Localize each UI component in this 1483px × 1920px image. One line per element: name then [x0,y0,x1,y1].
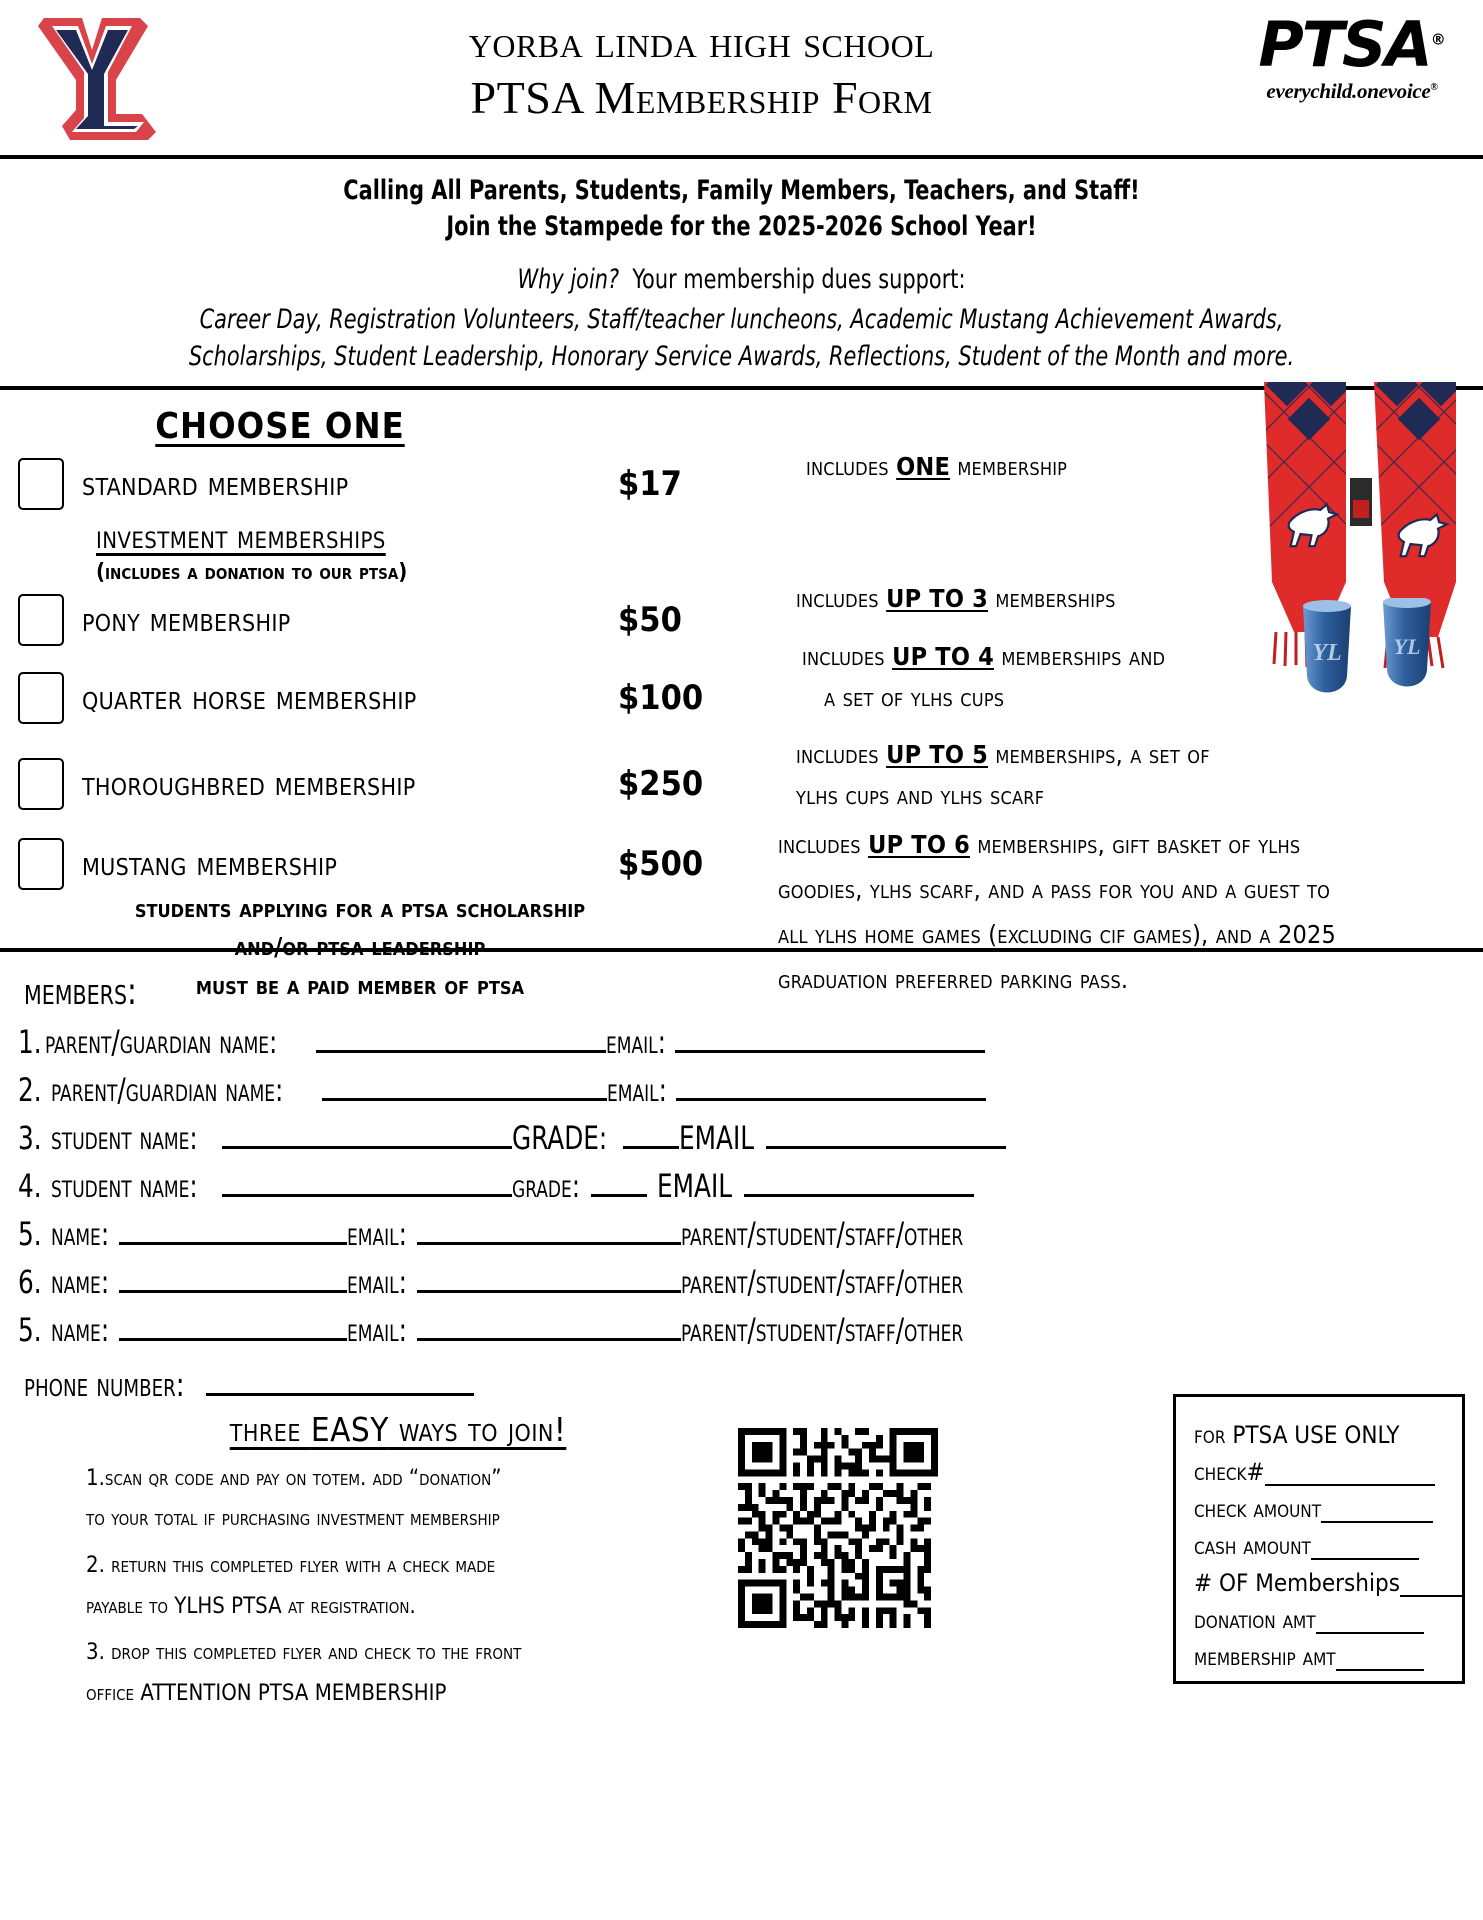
investment-memberships-heading: investment memberships [96,519,386,556]
member-row-6-number: 6. [18,1262,42,1301]
number-of-memberships-field[interactable]: # OF Memberships [1194,1569,1462,1597]
membership-options-section [0,390,1483,1001]
benefit-thoroughbred: includes UP TO 5 memberships, a set of ylhs cups and ylhs scarf [796,734,1210,817]
member-row-4-label: student name: [51,1166,199,1205]
member-row-4[interactable] [18,1167,1465,1205]
tier-price-standard: $17 [618,463,682,504]
join-method-3 [58,1633,738,1714]
member-row-2-label: parent/guardian name: [51,1070,284,1109]
investment-memberships-note: (includes a donation to our ptsa) [96,559,408,585]
scholarship-note-line-2: and/or ptsa leadership [234,932,486,962]
members-section [0,952,1483,1404]
cash-amount-field[interactable]: cash amount [1194,1532,1462,1560]
form-title: PTSA Membership Form [470,72,933,124]
member-row-3[interactable] [18,1119,1465,1157]
member-row-2-name-input[interactable] [322,1073,607,1101]
member-row-3-number: 3. [18,1118,42,1157]
member-row-2-email-label: email: [606,1070,667,1109]
check-amount-field[interactable]: check amount [1194,1495,1462,1523]
member-row-5-name-input[interactable] [119,1217,347,1245]
qr-code-wrapper[interactable] [738,1410,958,1721]
donation-amount-field[interactable]: donation amt [1194,1606,1462,1634]
member-row-3-grade-label: GRADE: [512,1118,608,1157]
member-row-7-role-label: parent/student/staff/other [680,1310,963,1349]
choose-one-heading: CHOOSE ONE [155,405,405,447]
member-row-4-number: 4. [18,1166,42,1205]
benefit-mustang: includes UP TO 6 memberships, gift basket of ylhs goodies, ylhs scarf, and a pass for you and a guest to all ylhs home games (excluding cif games), and a 2025 graduation preferred parking pass. [778,822,1336,1002]
tier-label-mustang: mustang membership [82,844,338,884]
tier-row-standard[interactable] [18,458,738,510]
member-row-3-name-input[interactable] [222,1121,512,1149]
membership-amount-field[interactable]: membership amt [1194,1643,1462,1671]
benefit-mustang-line-2: goodies, ylhs scarf, and a pass for you and a guest to [778,874,1331,904]
benefit-mustang-line-4: graduation preferred parking pass. [778,964,1129,994]
benefit-pony: includes UP TO 3 memberships [796,583,1116,613]
benefits-column [760,390,1483,994]
checkbox-thoroughbred-membership[interactable] [18,758,64,810]
school-title: yorba linda high school [468,16,935,67]
member-row-2[interactable] [18,1071,1465,1109]
checkbox-pony-membership[interactable] [18,594,64,646]
checkbox-standard-membership[interactable] [18,458,64,510]
ptsa-tagline: everychild.onevoice® [1266,78,1438,103]
member-row-4-name-input[interactable] [222,1169,512,1197]
tier-row-pony[interactable] [18,594,738,646]
member-row-1-email-input[interactable] [675,1025,985,1053]
member-row-7-label: name: [51,1310,110,1349]
svg-text:YL: YL [1393,633,1421,659]
member-row-5[interactable] [18,1215,1465,1253]
member-row-6-name-input[interactable] [119,1265,347,1293]
tier-label-standard: standard membership [82,464,349,504]
member-row-4-email-input[interactable] [744,1169,974,1197]
checkbox-mustang-membership[interactable] [18,838,64,890]
intro-line-2: Join the Stampede for the 2025-2026 School Year! [446,211,1037,243]
member-row-4-email-label: EMAIL [657,1166,733,1205]
phone-number-input[interactable] [206,1368,474,1396]
member-row-7[interactable] [18,1311,1465,1349]
member-row-5-number: 5. [18,1214,42,1253]
three-ways-heading: three EASY ways to join! [229,1409,567,1449]
tier-list-column [0,390,760,1001]
registered-mark-icon: ® [1430,30,1446,49]
benefit-quarter-horse-line-2: a set of ylhs cups [824,682,1005,712]
header-titles [166,6,1237,126]
member-row-5-email-input[interactable] [417,1217,681,1245]
member-row-6[interactable] [18,1263,1465,1301]
member-row-6-label: name: [51,1262,110,1301]
cups-photo [1275,598,1465,713]
member-row-1-name-input[interactable] [316,1025,606,1053]
tier-row-thoroughbred[interactable] [18,758,738,810]
member-row-1-label: parent/guardian name: [45,1022,278,1061]
intro-line-1: Calling All Parents, Students, Family Members, Teachers, and Staff! [343,175,1140,206]
scholarship-note-line-1: students applying for a ptsa scholarship [134,893,586,923]
join-method-2-line-1: 2. return this completed flyer with a check made [86,1552,496,1578]
member-row-7-email-input[interactable] [417,1313,681,1341]
donation-amount-input[interactable] [1316,1612,1424,1634]
phone-number-label: phone number: [24,1364,185,1404]
member-row-3-email-input[interactable] [766,1121,1006,1149]
member-row-6-role-label: parent/student/staff/other [680,1262,963,1301]
check-number-field[interactable]: check# [1194,1458,1462,1486]
member-row-5-label: name: [51,1214,110,1253]
yl-school-logo [16,6,166,146]
tier-price-thoroughbred: $250 [618,763,704,804]
join-method-3-line-2: office ATTENTION PTSA MEMBERSHIP [86,1680,447,1706]
svg-text:YL: YL [1312,639,1342,666]
intro-section [0,159,1483,386]
member-row-5-role-label: parent/student/staff/other [680,1214,963,1253]
member-row-4-grade-input[interactable] [591,1169,647,1197]
check-amount-input[interactable] [1321,1501,1433,1523]
member-row-2-number: 2. [18,1070,42,1109]
check-number-input[interactable] [1265,1464,1435,1486]
join-method-2 [58,1546,738,1627]
tier-label-thoroughbred: thoroughbred membership [82,764,416,804]
member-row-6-email-label: email: [347,1262,408,1301]
member-row-7-name-input[interactable] [119,1313,347,1341]
ptsa-logo [1237,6,1467,104]
member-row-4-grade-label: grade: [512,1166,581,1205]
benefit-standard: includes ONE membership [806,451,1068,481]
member-row-6-email-input[interactable] [417,1265,681,1293]
tier-row-quarter-horse[interactable] [18,672,738,724]
tier-row-mustang[interactable] [18,838,738,890]
ptsa-use-only-box [1173,1394,1465,1684]
join-method-1-line-1: 1.scan qr code and pay on totem. add “donation” [86,1465,502,1491]
membership-amount-input[interactable] [1336,1649,1424,1671]
number-of-memberships-input[interactable] [1400,1575,1464,1597]
tier-price-quarter-horse: $100 [618,677,704,718]
three-ways-to-join [18,1410,738,1721]
dues-support-text: Career Day, Registration Volunteers, Staff/teacher luncheons, Academic Mustang Achievement Awards, Scholarships, Student Leadership, Honorary Service Awards, Reflections, Student of the Month and more. [188,304,1295,373]
join-instructions-section [0,1404,1483,1721]
member-row-2-email-input[interactable] [676,1073,986,1101]
tier-label-pony: pony membership [82,600,291,640]
benefit-quarter-horse: includes UP TO 4 memberships and a set of ylhs cups [802,636,1165,719]
member-row-1-number: 1. [18,1022,42,1061]
qr-code-icon[interactable] [738,1428,938,1628]
join-method-1-line-2: to your total if purchasing investment membership [86,1506,500,1532]
join-method-3-line-1: 3. drop this completed flyer and check to the front [86,1640,522,1666]
member-row-1-email-label: email: [605,1022,666,1061]
scholarship-note-line-3: must be a paid member of ptsa [195,971,525,1001]
page-header [0,0,1483,155]
ptsa-wordmark: PTSA® [1258,8,1446,81]
tier-price-mustang: $500 [618,843,704,884]
benefit-thoroughbred-line-2: ylhs cups and ylhs scarf [796,780,1045,810]
member-row-7-number: 5. [18,1310,42,1349]
join-method-1 [58,1459,738,1540]
member-row-7-email-label: email: [347,1310,408,1349]
member-row-3-grade-input[interactable] [623,1121,679,1149]
checkbox-quarter-horse-membership[interactable] [18,672,64,724]
benefit-mustang-line-3: all ylhs home games (excluding cif games), and a 2025 [778,919,1336,949]
why-join-line: Why join? Your membership dues support: [517,263,966,295]
cash-amount-input[interactable] [1311,1538,1419,1560]
tier-price-pony: $50 [618,599,682,640]
members-heading: members: [24,969,137,1013]
ptsa-use-only-title: for PTSA USE ONLY [1194,1420,1400,1449]
member-row-5-email-label: email: [347,1214,408,1253]
join-method-2-line-2: payable to YLHS PTSA at registration. [86,1593,416,1619]
member-row-3-email-label: EMAIL [678,1118,754,1157]
member-row-3-label: student name: [51,1118,199,1157]
member-row-1[interactable] [18,1023,1465,1061]
tier-label-quarter-horse: quarter horse membership [82,678,417,718]
